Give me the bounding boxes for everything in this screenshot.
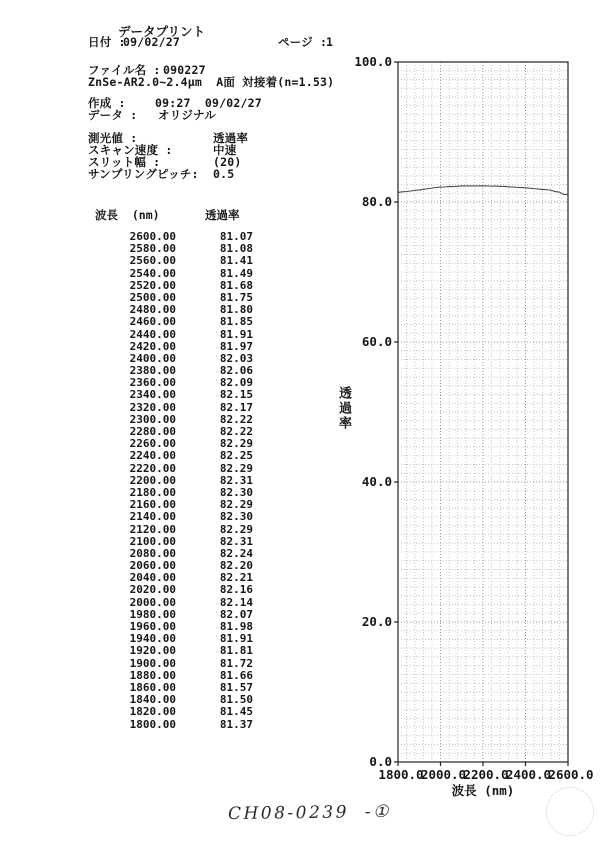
- transmittance-cell: 81.41: [219, 254, 253, 268]
- wavelength-cell: 2420.00: [129, 339, 176, 353]
- transmittance-cell: 82.31: [219, 534, 253, 548]
- photometric-value: 透過率: [213, 131, 249, 145]
- table-row: [0, 255, 300, 267]
- wavelength-cell: 1860.00: [129, 680, 176, 694]
- transmittance-cell: 81.57: [219, 680, 253, 694]
- data-type-label: データ :: [88, 108, 138, 122]
- data-table: [0, 231, 300, 731]
- table-row: [0, 645, 300, 657]
- wavelength-cell: 2540.00: [129, 266, 176, 280]
- wavelength-cell: 2100.00: [129, 534, 176, 548]
- transmittance-cell: 81.98: [219, 620, 253, 633]
- created-value: 09:27 09/02/27: [155, 96, 262, 110]
- wavelength-cell: 2460.00: [129, 315, 176, 329]
- table-row: [0, 597, 300, 609]
- transmittance-cell: 82.16: [219, 583, 253, 597]
- table-row: [0, 584, 300, 596]
- wavelength-cell: 2360.00: [129, 376, 176, 390]
- transmittance-cell: 81.50: [219, 693, 253, 707]
- table-row: [0, 402, 300, 414]
- transmittance-cell: 82.22: [219, 412, 253, 426]
- transmittance-cell: 81.45: [219, 705, 253, 719]
- svg-text:20.0: 20.0: [361, 614, 392, 629]
- transmittance-cell: 81.75: [219, 290, 253, 304]
- wavelength-cell: 2040.00: [129, 571, 176, 585]
- transmittance-cell: 82.29: [219, 437, 253, 451]
- filename-value: 090227: [163, 63, 206, 77]
- sample-description: ZnSe-AR2.0~2.4μm A面 対接着(n=1.53): [88, 75, 335, 89]
- wavelength-cell: 2520.00: [129, 278, 176, 292]
- svg-text:40.0: 40.0: [361, 474, 392, 489]
- svg-text:2400.0: 2400.0: [505, 767, 552, 782]
- photometric-label: 測光値 :: [88, 131, 138, 145]
- transmittance-cell: 82.25: [219, 449, 253, 463]
- wavelength-cell: 1980.00: [129, 607, 176, 621]
- date-value: 09/02/27: [123, 35, 180, 49]
- transmittance-cell: 82.24: [219, 546, 253, 560]
- table-row: [0, 719, 300, 731]
- svg-text:2600.0: 2600.0: [548, 767, 594, 782]
- wavelength-cell: 2440.00: [129, 327, 176, 341]
- svg-text:2200.0: 2200.0: [463, 767, 509, 782]
- page-title: データプリント: [118, 24, 206, 39]
- wavelength-cell: 2240.00: [129, 449, 176, 463]
- wavelength-cell: 2400.00: [129, 351, 176, 365]
- filename-label: ファイル名 :: [88, 63, 161, 77]
- created-label: 作成 :: [88, 96, 126, 110]
- wavelength-cell: 2260.00: [129, 437, 176, 451]
- transmittance-chart: [330, 48, 600, 808]
- wavelength-cell: 1960.00: [129, 620, 176, 633]
- wavelength-cell: 2380.00: [129, 364, 176, 378]
- chart-y-axis-label: 透過率: [336, 386, 351, 431]
- transmittance-cell: 81.85: [219, 315, 253, 329]
- table-row: [0, 268, 300, 280]
- handwritten-reference-number: CH08-0239 -①: [227, 801, 391, 825]
- transmittance-cell: 82.17: [219, 400, 253, 414]
- wavelength-cell: 2500.00: [129, 290, 176, 304]
- wavelength-cell: 2140.00: [129, 510, 176, 524]
- wavelength-cell: 2320.00: [129, 400, 176, 414]
- page-number-label: ページ :: [278, 35, 328, 49]
- table-row: [0, 316, 300, 328]
- wavelength-cell: 2580.00: [129, 242, 176, 256]
- transmittance-cell: 82.09: [219, 376, 253, 390]
- wavelength-cell: 2080.00: [129, 546, 176, 560]
- transmittance-cell: 82.21: [219, 571, 253, 585]
- wavelength-cell: 1920.00: [129, 644, 176, 658]
- transmittance-cell: 81.66: [219, 668, 253, 682]
- transmittance-cell: 82.29: [219, 461, 253, 475]
- transmittance-cell: 81.97: [219, 339, 253, 353]
- data-type-value: オリジナル: [158, 108, 216, 122]
- date-label: 日付 :: [88, 35, 126, 49]
- svg-text:80.0: 80.0: [361, 194, 392, 209]
- svg-text:0.0: 0.0: [369, 754, 392, 769]
- wavelength-cell: 2480.00: [129, 303, 176, 317]
- table-row: [0, 511, 300, 523]
- transmittance-cell: 82.22: [219, 425, 253, 438]
- transmittance-cell: 82.06: [219, 364, 253, 378]
- wavelength-cell: 2340.00: [129, 388, 176, 402]
- scan-speed-label: スキャン速度 :: [88, 143, 173, 157]
- svg-text:波長 (nm): 波長 (nm): [451, 783, 515, 798]
- table-row: [0, 450, 300, 462]
- svg-text:100.0: 100.0: [354, 54, 392, 69]
- wavelength-cell: 1940.00: [129, 632, 176, 646]
- table-row: [0, 706, 300, 718]
- transmittance-cell: 82.07: [219, 607, 253, 621]
- transmittance-cell: 82.14: [219, 595, 253, 609]
- page-number-value: 1: [326, 35, 334, 49]
- transmittance-cell: 82.29: [219, 498, 253, 512]
- wavelength-cell: 1840.00: [129, 693, 176, 707]
- transmittance-column-header: 透過率: [205, 208, 240, 222]
- wavelength-cell: 2120.00: [129, 522, 176, 536]
- wavelength-cell: 2200.00: [129, 473, 176, 487]
- wavelength-column-header: 波長 (nm): [95, 208, 160, 222]
- transmittance-cell: 81.08: [219, 242, 253, 256]
- wavelength-cell: 2280.00: [129, 425, 176, 438]
- wavelength-cell: 1880.00: [129, 668, 176, 682]
- wavelength-cell: 2180.00: [129, 485, 176, 499]
- table-row: [0, 389, 300, 401]
- sampling-pitch-label: サンプリングピッチ:: [88, 167, 199, 181]
- wavelength-cell: 2060.00: [129, 559, 176, 573]
- transmittance-cell: 81.80: [219, 303, 253, 317]
- table-row: [0, 463, 300, 475]
- transmittance-cell: 81.37: [219, 717, 253, 731]
- svg-text:1800.0: 1800.0: [378, 767, 424, 782]
- transmittance-cell: 81.91: [219, 632, 253, 646]
- slit-width-label: スリット幅 :: [88, 155, 161, 169]
- transmittance-cell: 82.15: [219, 388, 253, 402]
- wavelength-cell: 1820.00: [129, 705, 176, 719]
- transmittance-cell: 81.07: [219, 230, 253, 243]
- transmittance-cell: 82.30: [219, 510, 253, 524]
- transmittance-cell: 82.29: [219, 522, 253, 536]
- slit-width-value: (20): [213, 155, 242, 169]
- scan-speed-value: 中速: [213, 143, 237, 157]
- transmittance-cell: 81.72: [219, 656, 253, 670]
- transmittance-cell: 82.30: [219, 485, 253, 499]
- table-row: [0, 329, 300, 341]
- wavelength-cell: 2220.00: [129, 461, 176, 475]
- table-row: [0, 524, 300, 536]
- svg-text:60.0: 60.0: [361, 334, 392, 349]
- faint-stamp: [546, 787, 594, 836]
- wavelength-cell: 2160.00: [129, 498, 176, 512]
- wavelength-cell: 2300.00: [129, 412, 176, 426]
- wavelength-cell: 2560.00: [129, 254, 176, 268]
- transmittance-cell: 82.03: [219, 351, 253, 365]
- svg-text:2000.0: 2000.0: [420, 767, 467, 782]
- transmittance-cell: 81.81: [219, 644, 253, 658]
- sampling-pitch-value: 0.5: [213, 167, 235, 181]
- transmittance-cell: 81.49: [219, 266, 253, 280]
- wavelength-cell: 1900.00: [129, 656, 176, 670]
- wavelength-cell: 1800.00: [129, 717, 176, 731]
- wavelength-cell: 2020.00: [129, 583, 176, 597]
- table-row: [0, 658, 300, 670]
- transmittance-cell: 81.91: [219, 327, 253, 341]
- wavelength-cell: 2000.00: [129, 595, 176, 609]
- transmittance-cell: 81.68: [219, 278, 253, 292]
- wavelength-cell: 2600.00: [129, 230, 176, 243]
- transmittance-cell: 82.31: [219, 473, 253, 487]
- transmittance-cell: 82.20: [219, 559, 253, 573]
